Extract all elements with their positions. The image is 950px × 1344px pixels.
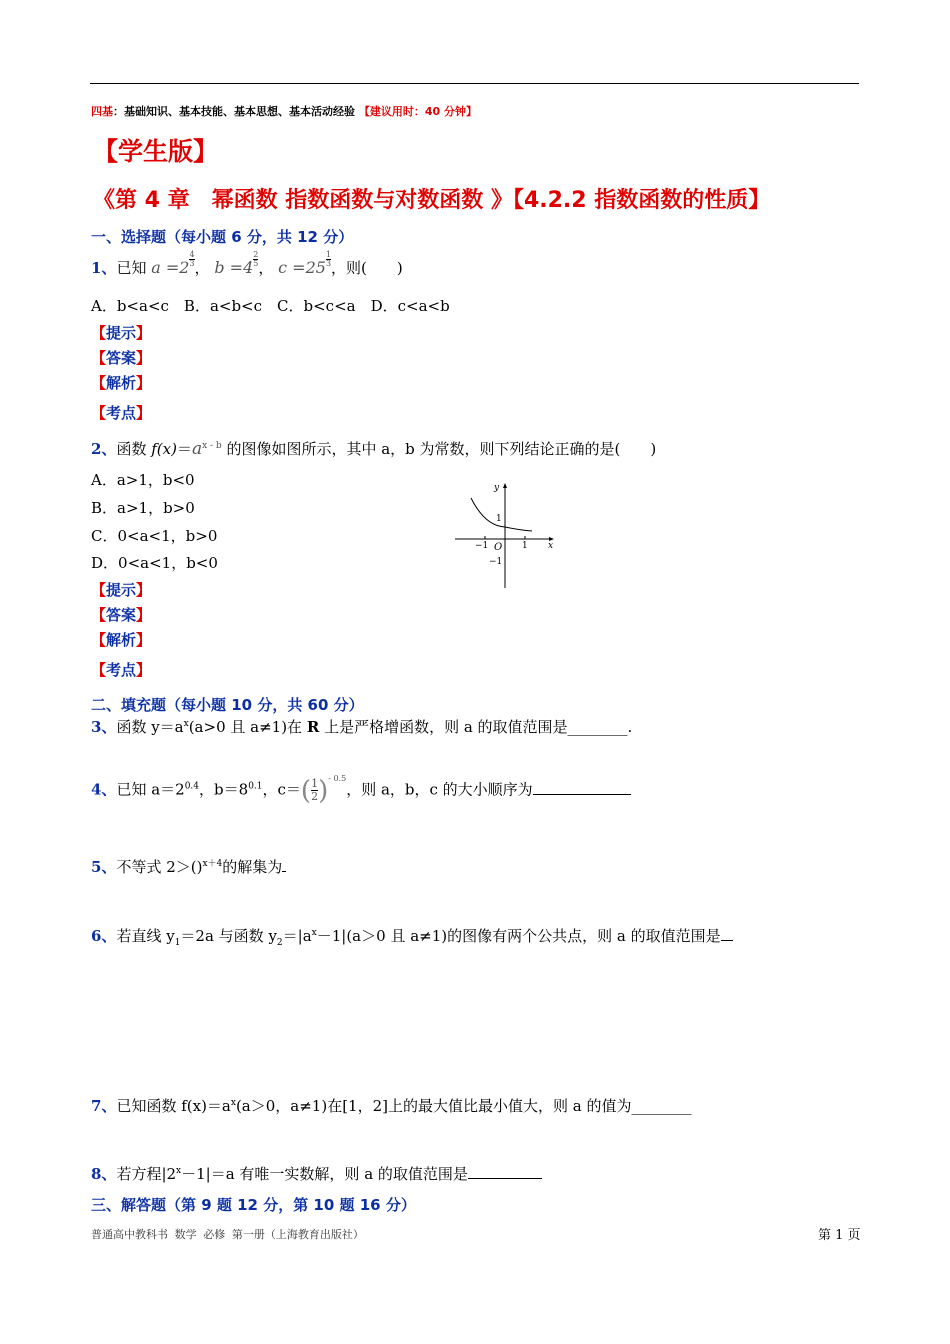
q4-c: ，c＝ xyxy=(262,780,301,799)
q7-text: 已知函数 f(x)＝a xyxy=(116,1097,231,1115)
q8-sup: x xyxy=(176,1166,182,1176)
q4-b-sup: 0.1 xyxy=(248,781,263,792)
question-5 xyxy=(91,856,286,877)
question-number: 5、 xyxy=(91,858,117,876)
exp-function-graph xyxy=(450,478,560,590)
q3-text3: 上是严格增函数，则 a 的取值范围是________. xyxy=(319,718,633,736)
expr-a: a =2 xyxy=(151,258,190,277)
q4-a: 已知 a＝2 xyxy=(116,780,185,799)
q6-sub2: 2 xyxy=(276,938,283,948)
q5-sup: x＋4 xyxy=(202,859,223,869)
paren-right: ) xyxy=(318,775,329,806)
question-number: 3、 xyxy=(91,718,117,736)
tag-analysis: 【解析】 xyxy=(91,374,152,392)
q6-sub1: 1 xyxy=(174,938,181,948)
q3-text: 函数 y＝a xyxy=(116,718,184,736)
header-prefix: 四基 xyxy=(91,105,113,118)
q6-text: 若直线 y xyxy=(116,927,175,945)
eq: ＝ xyxy=(176,440,192,458)
x-tick-pos: 1 xyxy=(522,541,528,551)
x-label: x xyxy=(548,541,554,551)
question-2 xyxy=(91,438,656,459)
q5-tail: 的解集为 xyxy=(222,858,283,876)
exp-c: $\frac{1}{3}$ xyxy=(325,249,332,268)
q4-a-sup: 0.4 xyxy=(184,781,200,792)
expr-b: b =4 xyxy=(214,258,254,277)
q3-sup: x xyxy=(183,719,189,729)
origin-label: O xyxy=(494,542,503,553)
question-6 xyxy=(91,925,733,948)
q7-tail: (a＞0，a≠1)在[1，2]上的最大值比最小值大，则 a 的值为________ xyxy=(235,1097,692,1115)
answer-blank[interactable] xyxy=(533,780,631,795)
tag-analysis: 【解析】 xyxy=(91,631,152,649)
expr-c: c =25 xyxy=(278,258,326,277)
question-number: 4、 xyxy=(91,780,117,799)
q8-text: 若方程|2 xyxy=(116,1165,177,1183)
edition-title: 【学生版】 xyxy=(93,137,219,166)
tag-answer: 【答案】 xyxy=(91,606,152,624)
q2-option-d: D．0<a<1，b<0 xyxy=(91,554,218,572)
tag-answer: 【答案】 xyxy=(91,349,152,367)
footer-book: 普通高中教科书 数学 必修 第一册（上海教育出版社） xyxy=(91,1228,364,1241)
q2-option-c: C．0<a<1，b>0 xyxy=(91,527,218,545)
header-rule xyxy=(90,83,859,84)
question-8 xyxy=(91,1163,542,1184)
q4-b: ，b＝8 xyxy=(199,780,249,799)
footer-page: 第 1 页 xyxy=(818,1228,861,1243)
header-desc: ：基础知识、基本技能、基本思想、基本活动经验 xyxy=(113,105,355,118)
q3-text2: (a>0 且 a≠1)在 xyxy=(188,718,307,736)
tag-hint: 【提示】 xyxy=(91,581,152,599)
q2-option-a: A．a>1，b<0 xyxy=(91,471,195,489)
answer-blank[interactable] xyxy=(282,857,286,872)
chapter-title: 《第 4 章 幂函数 指数函数与对数函数 》【4.2.2 指数函数的性质】 xyxy=(93,188,771,213)
exp-a: $\frac{4}{3}$ xyxy=(189,249,195,268)
question-tail: ，则( ) xyxy=(331,259,403,277)
question-number: 8、 xyxy=(91,1165,117,1183)
exp-b: $\frac{2}{5}$ xyxy=(253,249,259,268)
base: a xyxy=(191,439,203,459)
question-text: 函数 xyxy=(116,440,152,458)
q6-text4: －1|(a＞0 且 a≠1)的图像有两个公共点，则 a 的取值范围是 xyxy=(316,927,721,945)
question-1: 1、已知 a =2 $\frac{4}{3}$ ， b =4 $\frac{2}{5}$ ， c =25 $\frac{1}{3}$ ，则( ) xyxy=(91,249,403,277)
x-tick-neg: −1 xyxy=(475,541,489,551)
question-4 xyxy=(91,773,631,806)
y-tick-pos: 1 xyxy=(496,514,502,524)
q6-sup: x xyxy=(311,928,317,938)
y-tick-neg: −1 xyxy=(489,557,503,567)
question-number: 6、 xyxy=(91,927,117,945)
answer-blank[interactable] xyxy=(721,926,733,941)
q5-text: 不等式 2＞() xyxy=(116,858,203,876)
q3-R: R xyxy=(306,718,320,736)
section-fill: 二、填充题（每小题 10 分，共 60 分） xyxy=(91,696,364,714)
question-3 xyxy=(91,716,632,737)
section-solve: 三、解答题（第 9 题 12 分，第 10 题 16 分） xyxy=(91,1196,416,1214)
q6-text2: ＝2a 与函数 y xyxy=(180,927,277,945)
fx: f(x) xyxy=(151,440,177,458)
tag-point: 【考点】 xyxy=(91,661,152,679)
q4-tail: ，则 a，b，c 的大小顺序为 xyxy=(346,780,533,799)
y-label: y xyxy=(494,483,500,493)
question-text-2: 的图像如图所示，其中 a，b 为常数，则下列结论正确的是( ) xyxy=(221,440,657,458)
header-time: 【建议用时：40 分钟】 xyxy=(358,105,477,118)
q2-option-b: B．a>1，b>0 xyxy=(91,499,195,517)
paren-left: ( xyxy=(300,775,312,806)
tag-point: 【考点】 xyxy=(91,404,152,422)
tag-hint: 【提示】 xyxy=(91,324,152,342)
q1-options: A．b<a<c B．a<b<c C．b<c<a D．c<a<b xyxy=(91,297,450,315)
q7-sup: x xyxy=(230,1098,236,1108)
question-7 xyxy=(91,1095,691,1116)
question-number: 7、 xyxy=(91,1097,117,1115)
q6-text3: ＝|a xyxy=(282,927,312,945)
exponent: x - b xyxy=(202,441,222,451)
q4-frac: $\frac{1}{2}$ xyxy=(311,777,319,803)
answer-blank[interactable] xyxy=(468,1164,542,1179)
question-text: 已知 xyxy=(116,259,147,277)
header-line xyxy=(91,103,477,119)
y-arrow xyxy=(503,483,507,488)
section-choice: 一、选择题（每小题 6 分，共 12 分） xyxy=(91,228,354,246)
question-number: 1、 xyxy=(91,259,117,277)
question-number: 2、 xyxy=(91,440,117,458)
q8-tail: －1|＝a 有唯一实数解，则 a 的取值范围是 xyxy=(181,1165,468,1183)
q4-c-sup: - 0.5 xyxy=(328,773,347,783)
